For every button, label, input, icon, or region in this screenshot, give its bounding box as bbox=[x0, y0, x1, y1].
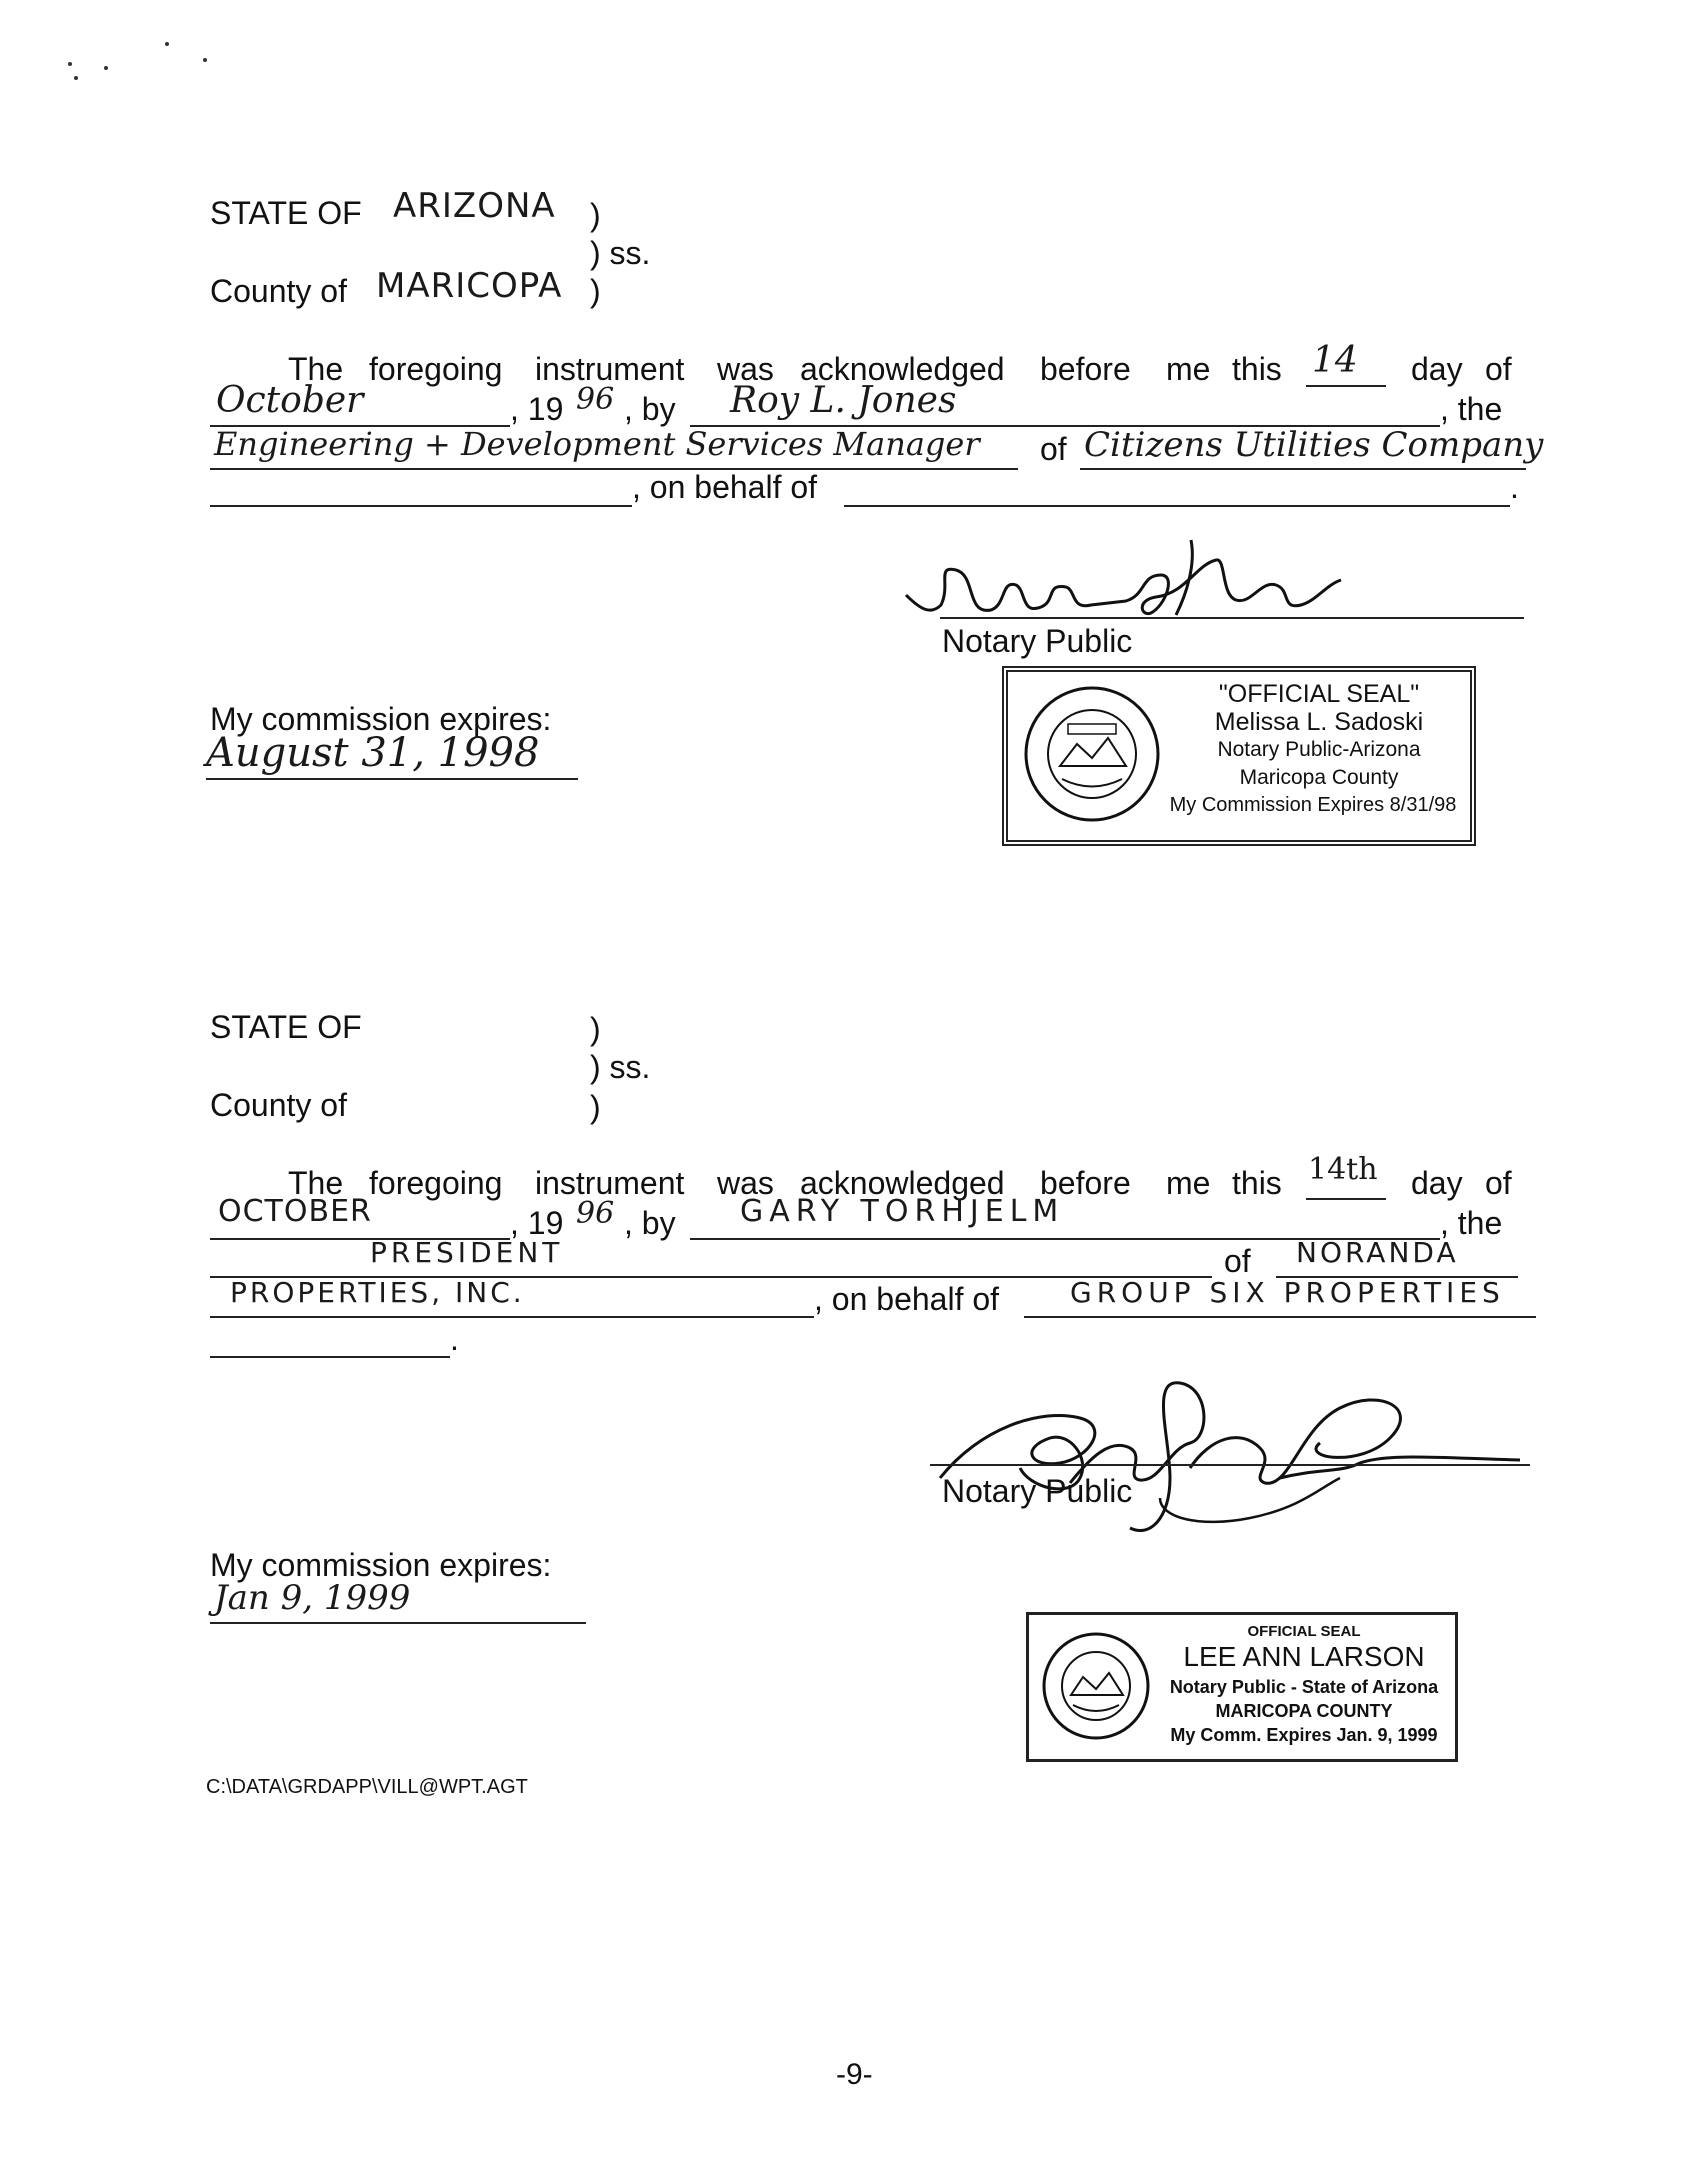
company-underline bbox=[1080, 468, 1526, 470]
seal-line: Notary Public - State of Arizona bbox=[1169, 1677, 1439, 1697]
state-label: STATE OF bbox=[210, 195, 362, 231]
scan-speck bbox=[165, 42, 169, 46]
state-label: STATE OF bbox=[210, 1009, 362, 1045]
month-value: OCTOBER bbox=[218, 1194, 372, 1229]
of-text: of bbox=[1224, 1243, 1251, 1279]
behalf-text: , on behalf of bbox=[814, 1281, 1000, 1317]
county-label: County of bbox=[210, 273, 347, 309]
file-path: C:\DATA\GRDAPP\VILL@WPT.AGT bbox=[206, 1776, 528, 1798]
seal-line: Maricopa County bbox=[1239, 766, 1399, 789]
official-seal-lee-ann bbox=[1026, 1612, 1458, 1762]
ack-word: me bbox=[1166, 351, 1211, 387]
day-value: 14th bbox=[1308, 1152, 1378, 1187]
seal-line: My Comm. Expires Jan. 9, 1999 bbox=[1170, 1725, 1438, 1745]
ack-word: day bbox=[1411, 351, 1463, 387]
company-cont: PROPERTIES, INC. bbox=[230, 1276, 525, 1309]
ss-label: ) ss. bbox=[590, 1049, 651, 1085]
commission-underline bbox=[206, 778, 578, 780]
paren: ) bbox=[590, 1089, 601, 1125]
ack-word: instrument bbox=[535, 1165, 685, 1201]
company-value: Citizens Utilities Company bbox=[1084, 425, 1544, 465]
the-text: , the bbox=[1440, 391, 1503, 427]
signer-title: Engineering + Development Services Manager bbox=[214, 425, 980, 463]
ack-word: acknowledged bbox=[800, 1165, 1005, 1201]
state-seal-emblem bbox=[1022, 684, 1162, 824]
ack-word: instrument bbox=[535, 351, 685, 387]
notary-signature-line bbox=[930, 1464, 1530, 1466]
by-text: , by bbox=[624, 1205, 676, 1241]
year-value: 96 bbox=[576, 382, 615, 417]
title-underline bbox=[210, 468, 1018, 470]
of-text: of bbox=[1040, 431, 1067, 467]
scan-speck bbox=[203, 58, 207, 62]
paren: ) bbox=[590, 1011, 601, 1047]
ack-word: day bbox=[1411, 1165, 1463, 1201]
scan-speck bbox=[104, 66, 108, 70]
period: . bbox=[450, 1321, 459, 1357]
ack-word: foregoing bbox=[369, 351, 503, 387]
behalf-underline bbox=[844, 505, 1510, 507]
ack-word: acknowledged bbox=[800, 351, 1005, 387]
notary-signature-line bbox=[940, 617, 1524, 619]
year-value: 96 bbox=[576, 1196, 615, 1231]
seal-title: "OFFICIAL SEAL" bbox=[1218, 680, 1420, 708]
year-prefix: , 19 bbox=[510, 1205, 564, 1241]
ack-word: before bbox=[1040, 1165, 1131, 1201]
seal-line: Notary Public-Arizona bbox=[1217, 738, 1421, 761]
company-cont-underline bbox=[210, 505, 632, 507]
the-text: , the bbox=[1440, 1205, 1503, 1241]
county-value: MARICOPA bbox=[376, 266, 563, 306]
day-underline bbox=[1306, 385, 1386, 387]
behalf-cont-underline bbox=[210, 1356, 450, 1358]
official-seal-melissa bbox=[1002, 666, 1476, 846]
paren: ) bbox=[590, 197, 601, 233]
ack-word: The bbox=[288, 351, 344, 387]
ss-label: ) ss. bbox=[590, 235, 651, 271]
ack-word: of bbox=[1485, 351, 1512, 387]
company-cont-underline bbox=[210, 1316, 814, 1318]
year-prefix: , 19 bbox=[510, 391, 564, 427]
paren: ) bbox=[590, 273, 601, 309]
signer-name: GARY TORHJELM bbox=[740, 1194, 1065, 1229]
day-value: 14 bbox=[1312, 340, 1358, 381]
page-number: -9- bbox=[836, 2058, 873, 2091]
scan-speck bbox=[74, 76, 78, 80]
day-underline bbox=[1306, 1198, 1386, 1200]
seal-line: My Commission Expires 8/31/98 bbox=[1169, 794, 1457, 816]
ack-word: was bbox=[717, 351, 774, 387]
commission-underline bbox=[210, 1622, 586, 1624]
behalf-text: , on behalf of bbox=[632, 469, 818, 505]
notary-public-label: Notary Public bbox=[942, 623, 1133, 659]
county-label: County of bbox=[210, 1087, 347, 1123]
commission-date: Jan 9, 1999 bbox=[214, 1578, 411, 1618]
notary-signature-2 bbox=[920, 1368, 1540, 1548]
notary-public-label: Notary Public bbox=[942, 1473, 1133, 1509]
state-value: ARIZONA bbox=[393, 186, 556, 226]
ack-word: was bbox=[717, 1165, 774, 1201]
ack-word: of bbox=[1485, 1165, 1512, 1201]
scan-speck bbox=[68, 62, 72, 66]
seal-title: OFFICIAL SEAL bbox=[1247, 1623, 1361, 1640]
company-value: NORANDA bbox=[1296, 1236, 1459, 1269]
month-value: October bbox=[216, 380, 364, 421]
seal-name: Melissa L. Sadoski bbox=[1214, 708, 1424, 736]
ack-word: before bbox=[1040, 351, 1131, 387]
commission-date: August 31, 1998 bbox=[206, 730, 540, 776]
commission-label: My commission expires: bbox=[210, 1547, 552, 1583]
ack-word: this bbox=[1232, 1165, 1282, 1201]
ack-word: this bbox=[1232, 351, 1282, 387]
behalf-underline bbox=[1024, 1316, 1536, 1318]
ack-word: me bbox=[1166, 1165, 1211, 1201]
commission-label: My commission expires: bbox=[210, 701, 552, 737]
signer-title: PRESIDENT bbox=[370, 1236, 564, 1269]
behalf-value: GROUP SIX PROPERTIES bbox=[1070, 1276, 1505, 1309]
seal-name: LEE ANN LARSON bbox=[1183, 1641, 1425, 1672]
signer-name: Roy L. Jones bbox=[730, 380, 957, 421]
period: . bbox=[1510, 469, 1519, 505]
state-seal-emblem bbox=[1041, 1631, 1151, 1741]
ack-word: foregoing bbox=[369, 1165, 503, 1201]
ack-word: The bbox=[288, 1165, 344, 1201]
seal-line: MARICOPA COUNTY bbox=[1215, 1701, 1393, 1721]
by-text: , by bbox=[624, 391, 676, 427]
